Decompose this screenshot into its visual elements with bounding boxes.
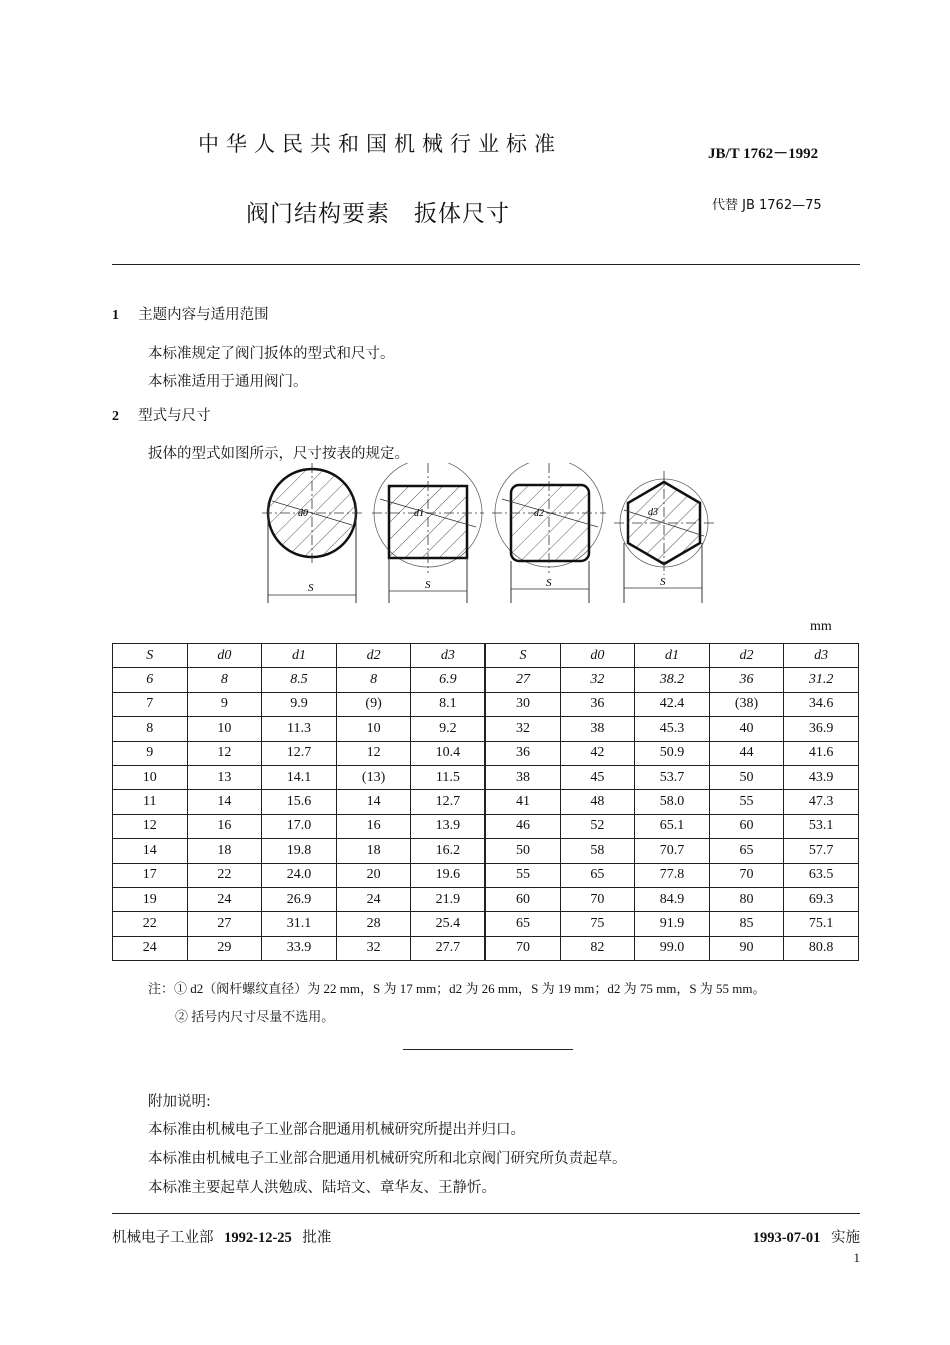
table-cell: 14 — [113, 839, 188, 863]
table-cell: 53.1 — [784, 814, 859, 838]
section-number: 1 — [112, 308, 119, 323]
table-row — [113, 741, 859, 765]
table-cell: 10 — [113, 765, 188, 789]
table-cell: 16 — [336, 814, 411, 838]
approve-date: 1992-12-25 — [224, 1230, 292, 1246]
table-cell: 84.9 — [635, 887, 710, 911]
effective-date: 1993-07-01 — [752, 1230, 821, 1246]
table-cell: 41.6 — [784, 741, 859, 765]
appendix-line: 本标准由机械电子工业部合肥通用机械研究所提出并归口。 — [148, 1122, 525, 1138]
table-cell: 55 — [709, 790, 784, 814]
table-cell: 44 — [709, 741, 784, 765]
table-cell: 8 — [113, 717, 188, 741]
header-cell: d0 — [560, 644, 635, 668]
table-cell: 70.7 — [635, 839, 710, 863]
table-cell: 25.4 — [411, 912, 486, 936]
dimension-table — [112, 643, 859, 961]
table-cell: 28 — [336, 912, 411, 936]
document-title: 阀门结构要素 扳体尺寸 — [246, 201, 510, 227]
table-cell: 24.0 — [262, 863, 337, 887]
table-cell: 19.8 — [262, 839, 337, 863]
footer-rule — [112, 1213, 860, 1214]
table-cell: 42.4 — [635, 692, 710, 716]
paragraph: 扳体的型式如图所示，尺寸按表的规定。 — [148, 446, 409, 462]
d1-label: d1 — [414, 508, 424, 519]
standard-organization: 中华人民共和国机械行业标准 — [198, 132, 562, 156]
table-cell: 36 — [560, 692, 635, 716]
table-cell: 47.3 — [784, 790, 859, 814]
table-row — [113, 717, 859, 741]
wrench-body-figure — [262, 463, 722, 611]
table-cell: 17.0 — [262, 814, 337, 838]
header-cell: S — [113, 644, 188, 668]
table-cell: 80 — [709, 887, 784, 911]
table-cell: 18 — [187, 839, 262, 863]
table-cell: 50.9 — [635, 741, 710, 765]
header-cell: d2 — [336, 644, 411, 668]
table-cell: 20 — [336, 863, 411, 887]
replaces-standard: 代替 JB 1762—75 — [712, 198, 822, 213]
table-cell: 40 — [709, 717, 784, 741]
table-cell: 14 — [336, 790, 411, 814]
table-cell: 75.1 — [784, 912, 859, 936]
table-header-row — [113, 644, 859, 668]
table-cell: 53.7 — [635, 765, 710, 789]
table-cell: 50 — [709, 765, 784, 789]
table-cell: 8.5 — [262, 668, 337, 692]
hexagon-section — [614, 471, 714, 603]
table-cell: 32 — [336, 936, 411, 960]
table-cell: 69.3 — [784, 887, 859, 911]
table-cell: 12 — [113, 814, 188, 838]
table-row — [113, 912, 859, 936]
table-cell: 13.9 — [411, 814, 486, 838]
table-row — [113, 863, 859, 887]
table-cell: 11.5 — [411, 765, 486, 789]
end-rule — [403, 1049, 573, 1050]
table-cell: 50 — [485, 839, 560, 863]
table-cell: 65 — [485, 912, 560, 936]
section-1-heading — [112, 303, 269, 324]
square-section — [372, 463, 484, 603]
table-cell: 70 — [709, 863, 784, 887]
table-cell: 19 — [113, 887, 188, 911]
table-cell: 22 — [187, 863, 262, 887]
table-cell: 15.6 — [262, 790, 337, 814]
table-cell: 24 — [113, 936, 188, 960]
table-cell: 43.9 — [784, 765, 859, 789]
footer-approval — [112, 1226, 331, 1247]
appendix-line: 本标准主要起草人洪勉成、陆培文、章华友、王静忻。 — [148, 1180, 496, 1196]
header-cell: d2 — [709, 644, 784, 668]
table-cell: 75 — [560, 912, 635, 936]
table-cell: 45 — [560, 765, 635, 789]
table-cell: 60 — [485, 887, 560, 911]
header-cell: S — [485, 644, 560, 668]
table-cell: 58.0 — [635, 790, 710, 814]
table-cell: 8 — [336, 668, 411, 692]
table-cell: 27 — [187, 912, 262, 936]
table-cell: 10 — [336, 717, 411, 741]
table-row — [113, 692, 859, 716]
table-cell: 63.5 — [784, 863, 859, 887]
table-cell: 16.2 — [411, 839, 486, 863]
table-cell: 29 — [187, 936, 262, 960]
table-cell: 17 — [113, 863, 188, 887]
d2-label: d2 — [534, 508, 544, 519]
table-cell: 27.7 — [411, 936, 486, 960]
table-cell: 70 — [560, 887, 635, 911]
table-cell: 6.9 — [411, 668, 486, 692]
appendix-heading: 附加说明: — [148, 1094, 211, 1110]
table-cell: 6 — [113, 668, 188, 692]
rounded-square-section — [492, 463, 606, 603]
table-cell: 10 — [187, 717, 262, 741]
s-label: S — [546, 577, 552, 589]
table-cell: 12 — [187, 741, 262, 765]
appendix-line: 本标准由机械电子工业部合肥通用机械研究所和北京阀门研究所负责起草。 — [148, 1151, 627, 1167]
section-title: 型式与尺寸 — [138, 408, 211, 424]
paragraph: 本标准规定了阀门扳体的型式和尺寸。 — [148, 346, 395, 362]
effective-label: 实施 — [831, 1230, 860, 1246]
table-cell: 80.8 — [784, 936, 859, 960]
table-cell: 22 — [113, 912, 188, 936]
header-cell: d0 — [187, 644, 262, 668]
circle-section — [262, 463, 362, 603]
table-cell: 58 — [560, 839, 635, 863]
table-cell: 9 — [187, 692, 262, 716]
table-cell: (38) — [709, 692, 784, 716]
approve-label: 批准 — [302, 1230, 332, 1246]
header-cell: d3 — [784, 644, 859, 668]
table-cell: 42 — [560, 741, 635, 765]
table-cell: 31.1 — [262, 912, 337, 936]
table-note-2: ② 括号内尺寸尽量不选用。 — [175, 1009, 335, 1024]
table-cell: 60 — [709, 814, 784, 838]
table-cell: 65.1 — [635, 814, 710, 838]
table-row — [113, 790, 859, 814]
footer-effective — [753, 1226, 860, 1247]
table-cell: 9.2 — [411, 717, 486, 741]
table-cell: 13 — [187, 765, 262, 789]
table-cell: 12 — [336, 741, 411, 765]
table-row — [113, 839, 859, 863]
table-cell: 41 — [485, 790, 560, 814]
table-cell: 48 — [560, 790, 635, 814]
table-cell: 30 — [485, 692, 560, 716]
table-row — [113, 814, 859, 838]
table-cell: 12.7 — [262, 741, 337, 765]
table-cell: 65 — [560, 863, 635, 887]
standard-code: JB/T 1762－1992 — [708, 146, 819, 162]
table-cell: 33.9 — [262, 936, 337, 960]
table-cell: 9.9 — [262, 692, 337, 716]
table-cell: 11.3 — [262, 717, 337, 741]
header-cell: d1 — [635, 644, 710, 668]
table-cell: 38.2 — [635, 668, 710, 692]
s-label: S — [425, 579, 431, 591]
table-cell: 14 — [187, 790, 262, 814]
table-note-1: 注：① d2（阀杆螺纹直径）为 22 mm，S 为 17 mm；d2 为 26 mm，S 为 19 mm；d2 为 75 mm，S 为 55 mm。 — [148, 981, 766, 996]
table-cell: 38 — [560, 717, 635, 741]
section-2-heading — [112, 404, 211, 425]
table-cell: 24 — [187, 887, 262, 911]
table-cell: 36.9 — [784, 717, 859, 741]
table-cell: 90 — [709, 936, 784, 960]
table-cell: 65 — [709, 839, 784, 863]
table-cell: 34.6 — [784, 692, 859, 716]
table-cell: 46 — [485, 814, 560, 838]
header-cell: d1 — [262, 644, 337, 668]
table-cell: 7 — [113, 692, 188, 716]
table-cell: 18 — [336, 839, 411, 863]
table-cell: 11 — [113, 790, 188, 814]
table-cell: (13) — [336, 765, 411, 789]
table-cell: 36 — [709, 668, 784, 692]
table-cell: 26.9 — [262, 887, 337, 911]
d3-label: d3 — [648, 507, 658, 518]
table-cell: (9) — [336, 692, 411, 716]
s-label: S — [660, 576, 666, 588]
table-cell: 38 — [485, 765, 560, 789]
table-cell: 24 — [336, 887, 411, 911]
table-cell: 8.1 — [411, 692, 486, 716]
table-cell: 57.7 — [784, 839, 859, 863]
table-cell: 8 — [187, 668, 262, 692]
table-cell: 52 — [560, 814, 635, 838]
table-cell: 70 — [485, 936, 560, 960]
section-number: 2 — [112, 409, 119, 424]
table-cell: 21.9 — [411, 887, 486, 911]
table-cell: 32 — [485, 717, 560, 741]
table-cell: 85 — [709, 912, 784, 936]
table-row — [113, 668, 859, 692]
approver: 机械电子工业部 — [112, 1230, 214, 1246]
table-cell: 10.4 — [411, 741, 486, 765]
table-cell: 27 — [485, 668, 560, 692]
table-cell: 19.6 — [411, 863, 486, 887]
table-cell: 99.0 — [635, 936, 710, 960]
table-cell: 14.1 — [262, 765, 337, 789]
table-row — [113, 887, 859, 911]
header-rule — [112, 264, 860, 265]
page-number: 1 — [853, 1250, 860, 1265]
table-cell: 32 — [560, 668, 635, 692]
table-cell: 55 — [485, 863, 560, 887]
table-row — [113, 936, 859, 960]
table-cell: 12.7 — [411, 790, 486, 814]
table-cell: 31.2 — [784, 668, 859, 692]
table-cell: 9 — [113, 741, 188, 765]
s-label: S — [308, 582, 314, 594]
table-cell: 45.3 — [635, 717, 710, 741]
d0-label: d0 — [298, 508, 308, 519]
table-unit: mm — [810, 619, 832, 634]
header-cell: d3 — [411, 644, 486, 668]
table-cell: 77.8 — [635, 863, 710, 887]
paragraph: 本标准适用于通用阀门。 — [148, 374, 308, 390]
table-cell: 36 — [485, 741, 560, 765]
table-row — [113, 765, 859, 789]
table-cell: 16 — [187, 814, 262, 838]
table-cell: 91.9 — [635, 912, 710, 936]
table-cell: 82 — [560, 936, 635, 960]
section-title: 主题内容与适用范围 — [138, 307, 269, 323]
